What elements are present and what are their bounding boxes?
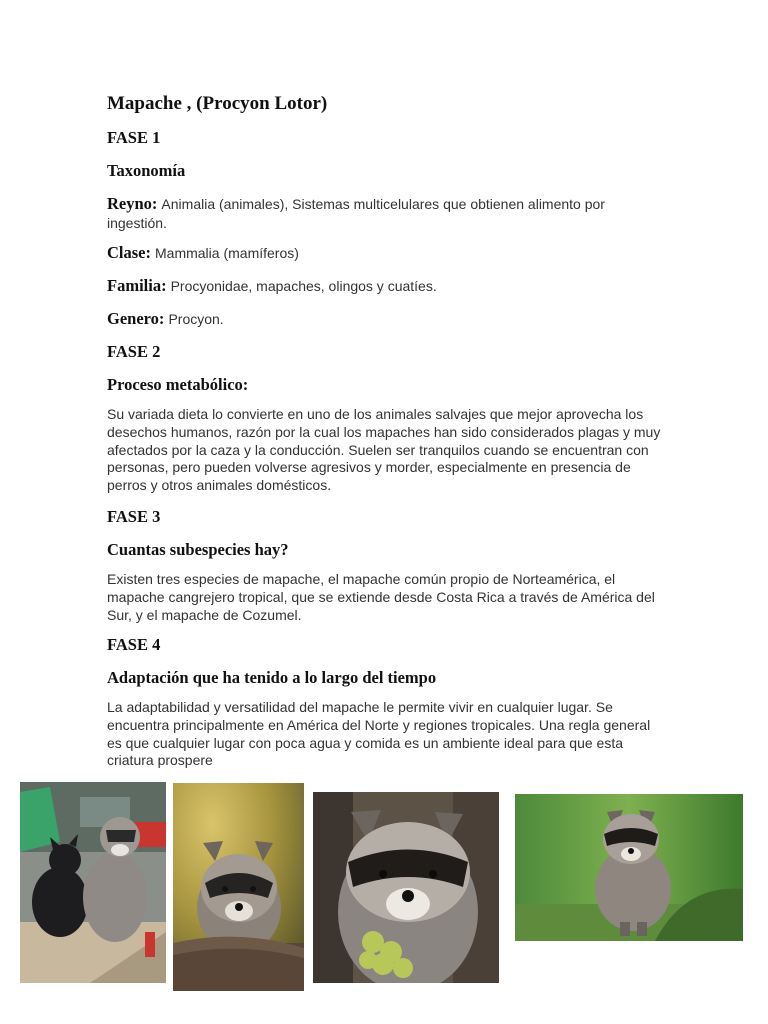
page-title: Mapache , (Procyon Lotor) xyxy=(107,93,328,114)
reyno-text: Animalia (animales), Sistemas multicelulares que obtienen alimento por ingestión. xyxy=(107,196,605,231)
reyno-label: Reyno: xyxy=(107,194,158,213)
familia-label: Familia: xyxy=(107,276,167,295)
fase3-body: Existen tres especies de mapache, el mapache común propio de Norteamérica, el mapache cangrejero tropical, que se extiende desde Costa Rica a través de América del Sur, y el mapache de Cozumel. xyxy=(107,571,655,623)
raccoon-eating-grapes-photo xyxy=(313,792,499,983)
clase-label: Clase: xyxy=(107,243,151,262)
fase4-heading: FASE 4 xyxy=(107,635,161,654)
familia-text: Procyonidae, mapaches, olingos y cuatíes. xyxy=(170,278,437,294)
raccoon-on-log-photo xyxy=(173,783,304,991)
fase2-body: Su variada dieta lo convierte en uno de los animales salvajes que mejor aprovecha los desechos humanos, razón por la cual los mapaches han sido considerados plagas y muy afectados por la caza y la conducción. Suelen ser tranquilos cuando se encuentran con personas, pero pueden volverse agresivos y morder, especialmente en presencia de perros y otros animales domésticos. xyxy=(107,406,661,494)
clase-text: Mammalia (mamíferos) xyxy=(155,245,299,261)
familia-row xyxy=(107,277,667,296)
fase4-body: La adaptabilidad y versatilidad del mapache le permite vivir en cualquier lugar. Se encuentra principalmente en América del Norte y regiones tropicales. Una regla general es que cualquier lugar con poca agua y comida es un ambiente ideal para que esta criatura prospere xyxy=(107,699,651,769)
fase1-subheading: Taxonomía xyxy=(107,161,186,180)
genero-label: Genero: xyxy=(107,309,165,328)
clase-row xyxy=(107,244,667,263)
fase3-subheading: Cuantas subespecies hay? xyxy=(107,540,289,559)
genero-row xyxy=(107,310,667,329)
fase2-heading: FASE 2 xyxy=(107,342,161,361)
raccoon-on-grass-photo xyxy=(515,794,743,941)
fase1-heading: FASE 1 xyxy=(107,128,161,147)
raccoon-with-cat-photo xyxy=(20,782,166,983)
reyno-row xyxy=(107,195,667,233)
fase3-heading: FASE 3 xyxy=(107,507,161,526)
fase2-subheading: Proceso metabólico: xyxy=(107,375,249,394)
genero-text: Procyon. xyxy=(168,311,224,327)
fase4-subheading: Adaptación que ha tenido a lo largo del tiempo xyxy=(107,668,437,687)
